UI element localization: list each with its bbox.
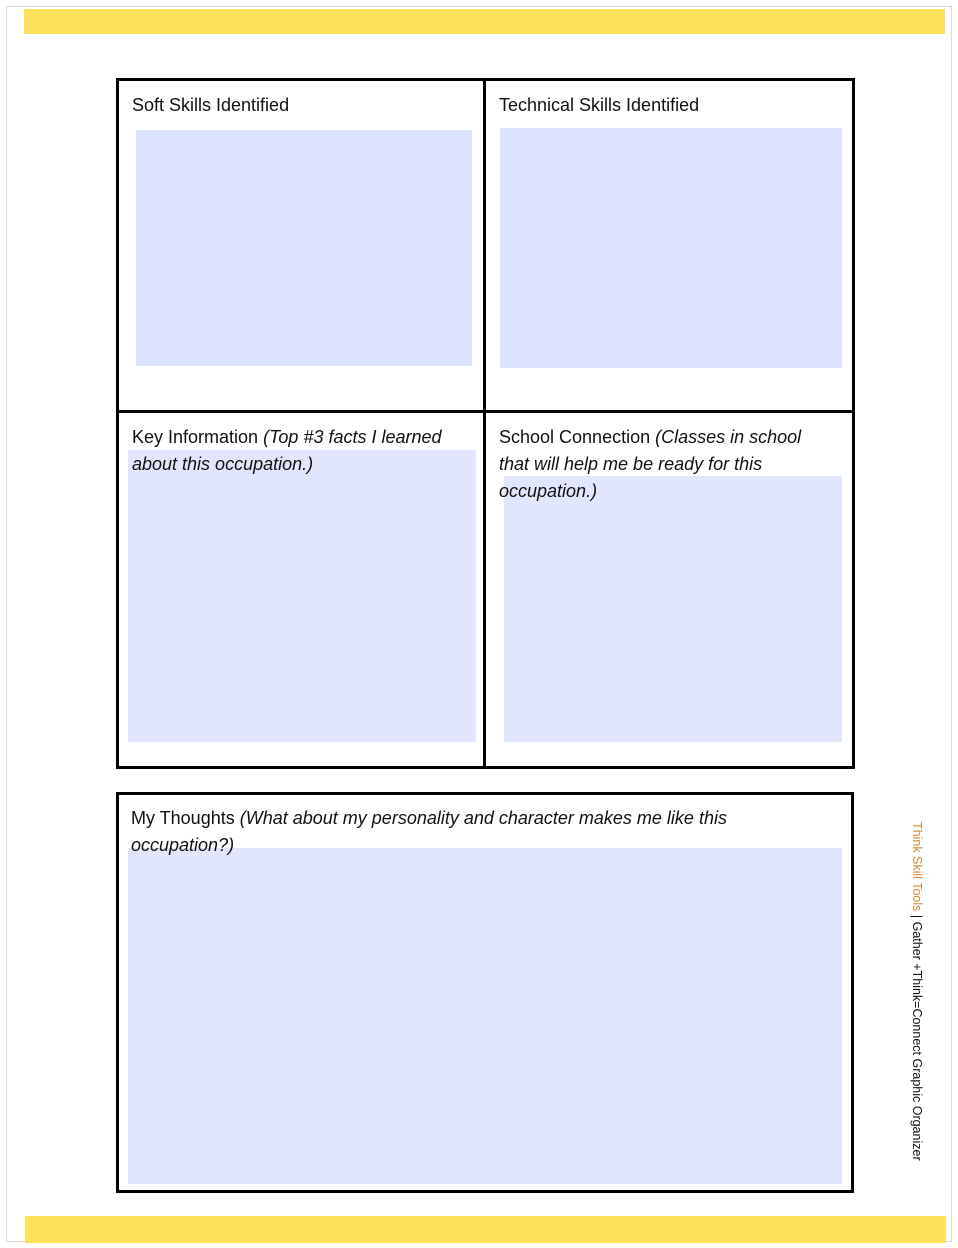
soft-skills-label: Soft Skills Identified: [132, 95, 290, 115]
key-information-title: Key Information: [132, 427, 259, 447]
school-connection-hint: (Classes in school that will help me be ready for this occupation.): [499, 427, 802, 501]
bottom-color-band: [25, 1216, 946, 1243]
school-connection-label: [499, 424, 829, 505]
key-information-hint: (Top #3 facts I learned about this occupation.): [132, 427, 442, 474]
my-thoughts-title: My Thoughts: [131, 808, 235, 828]
vertical-footer-credit: [909, 822, 925, 1161]
key-information-label: [132, 424, 477, 478]
technical-skills-answer-box[interactable]: [500, 128, 842, 368]
organizer-title: Gather +Think=Connect Graphic Organizer: [910, 921, 924, 1161]
technical-skills-label: Technical Skills Identified: [499, 95, 700, 115]
grid-vertical-divider: [483, 78, 486, 769]
grid-horizontal-divider: [116, 410, 855, 413]
my-thoughts-answer-box[interactable]: [128, 848, 842, 1184]
school-connection-answer-box[interactable]: [504, 476, 842, 742]
soft-skills-answer-box[interactable]: [136, 130, 472, 366]
my-thoughts-hint: (What about my personality and character makes me like this occupation?): [131, 808, 727, 855]
credit-separator: |: [910, 911, 924, 922]
school-connection-title: School Connection: [499, 427, 651, 447]
key-information-answer-box[interactable]: [128, 450, 476, 742]
my-thoughts-label: [131, 805, 831, 859]
top-color-band: [24, 9, 945, 34]
brand-name: Think Skill Tools: [910, 822, 924, 912]
